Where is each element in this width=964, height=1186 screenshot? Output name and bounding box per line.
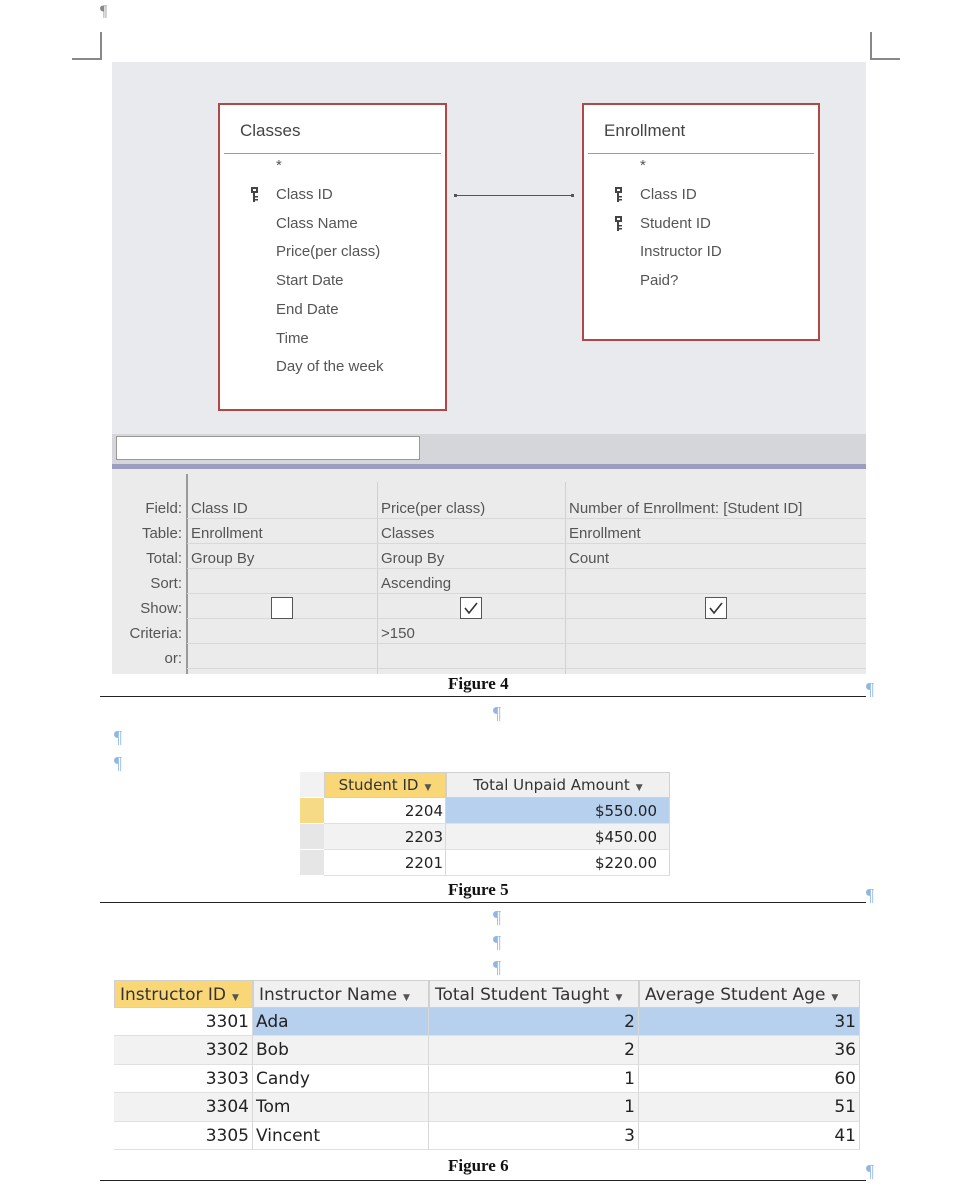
pilcrow-mark: ¶	[866, 679, 875, 699]
instructor-datasheet	[114, 980, 860, 1152]
grid-row-line	[187, 668, 866, 669]
unpaid-amount-datasheet	[300, 772, 672, 878]
dropdown-arrow-icon[interactable]: ▼	[635, 783, 643, 793]
grid-cell-criteria[interactable]: >150	[381, 625, 415, 642]
datasheet-cell[interactable]: 3304	[114, 1093, 253, 1121]
pilcrow-mark: ¶	[866, 885, 875, 905]
column-header-label: Average Student Age	[645, 985, 826, 1005]
grid-cell-field[interactable]: Price(per class)	[381, 500, 486, 517]
figure-4-caption: Figure 4	[448, 674, 509, 693]
grid-row-label: Show:	[140, 600, 182, 617]
grid-row-line	[187, 543, 866, 544]
dropdown-arrow-icon[interactable]: ▼	[231, 993, 239, 1003]
datasheet-cell[interactable]: 3	[429, 1122, 639, 1150]
grid-row-label: Field:	[145, 500, 182, 517]
datasheet-cell[interactable]: 60	[639, 1065, 860, 1093]
pilcrow-mark: ¶	[114, 727, 123, 747]
select-all-corner[interactable]	[300, 772, 324, 798]
column-header[interactable]	[114, 980, 253, 1008]
checkmark-icon	[461, 598, 481, 618]
pilcrow-mark: ¶	[493, 703, 502, 723]
figure-5-caption: Figure 5	[448, 880, 509, 899]
datasheet-cell[interactable]: Ada	[253, 1008, 429, 1036]
grid-column-divider	[377, 482, 378, 674]
table-field[interactable]: Student ID	[640, 214, 711, 232]
table-field[interactable]: Price(per class)	[276, 243, 381, 261]
datasheet-cell[interactable]: Vincent	[253, 1122, 429, 1150]
grid-row-label: Total:	[146, 550, 182, 567]
datasheet-cell[interactable]: 1	[429, 1065, 639, 1093]
grid-cell-table[interactable]: Enrollment	[191, 525, 263, 542]
datasheet-cell[interactable]: $550.00	[446, 798, 670, 824]
pilcrow-mark: ¶	[114, 753, 123, 773]
show-checkbox[interactable]	[705, 597, 727, 619]
primary-key-icon	[250, 187, 260, 203]
grid-column-divider	[565, 482, 566, 674]
datasheet-cell[interactable]: 41	[639, 1122, 860, 1150]
table-title-rule	[588, 153, 814, 154]
column-header-label: Instructor Name	[259, 985, 398, 1005]
query-design-grid	[112, 470, 866, 674]
page-corner-mark-left	[72, 32, 102, 60]
row-selector[interactable]	[300, 824, 324, 850]
datasheet-cell[interactable]: 3305	[114, 1122, 253, 1150]
caption-rule	[100, 902, 866, 903]
table-field[interactable]: Class ID	[276, 186, 333, 203]
column-header[interactable]	[253, 980, 429, 1008]
grid-cell-total[interactable]: Count	[569, 550, 610, 567]
table-field[interactable]: Class ID	[640, 186, 697, 203]
pilcrow-mark: ¶	[866, 1161, 875, 1181]
pilcrow-mark: ¶	[493, 932, 502, 952]
split-input-box	[116, 436, 420, 460]
datasheet-cell[interactable]: $450.00	[446, 824, 670, 850]
grid-cell-sort[interactable]: Ascending	[381, 575, 452, 592]
primary-key-icon	[614, 216, 624, 232]
column-header[interactable]	[324, 772, 446, 798]
column-header-label: Total Student Taught	[435, 985, 610, 1005]
grid-cell-field[interactable]: Class ID	[191, 500, 248, 517]
grid-row-label: or:	[164, 650, 182, 667]
datasheet-cell[interactable]: 2204	[324, 798, 446, 824]
pilcrow-mark: ¶	[493, 957, 502, 977]
primary-key-icon	[614, 187, 624, 203]
query-design-view	[112, 62, 866, 674]
grid-row-line	[187, 518, 866, 519]
dropdown-arrow-icon[interactable]: ▼	[424, 783, 432, 793]
table-title: Classes	[240, 121, 301, 140]
datasheet-cell[interactable]: 1	[429, 1093, 639, 1121]
show-checkbox[interactable]	[460, 597, 482, 619]
table-field[interactable]: Class Name	[276, 214, 358, 232]
table-field[interactable]: Paid?	[640, 272, 679, 290]
datasheet-cell[interactable]: Candy	[253, 1065, 429, 1093]
datasheet-cell[interactable]: 2203	[324, 824, 446, 850]
enrollment-table-box[interactable]	[582, 103, 820, 341]
table-field[interactable]: Time	[276, 329, 309, 347]
datasheet-cell[interactable]: $220.00	[446, 850, 670, 876]
figure-6-caption: Figure 6	[448, 1156, 509, 1175]
datasheet-cell[interactable]: 2	[429, 1036, 639, 1064]
dropdown-arrow-icon[interactable]: ▼	[615, 993, 623, 1003]
table-field-all[interactable]: *	[276, 157, 282, 174]
grid-cell-field[interactable]: Number of Enrollment: [Student ID]	[569, 500, 803, 517]
datasheet-cell[interactable]: 2201	[324, 850, 446, 876]
grid-row-label: Criteria:	[129, 625, 182, 642]
pane-divider[interactable]	[112, 464, 866, 469]
pilcrow-mark: ¶	[493, 907, 502, 927]
grid-row-line	[187, 568, 866, 569]
datasheet-cell[interactable]: Bob	[253, 1036, 429, 1064]
datasheet-cell[interactable]: 3302	[114, 1036, 253, 1064]
table-field[interactable]: Day of the week	[276, 358, 384, 376]
table-title: Enrollment	[604, 121, 686, 140]
datasheet-cell[interactable]: 2	[429, 1008, 639, 1036]
datasheet-cell[interactable]: 3301	[114, 1008, 253, 1036]
grid-cell-total[interactable]: Group By	[381, 550, 445, 567]
column-header[interactable]	[639, 980, 860, 1008]
datasheet-cell[interactable]: 31	[639, 1008, 860, 1036]
pilcrow-mark: ¶	[100, 3, 108, 20]
datasheet-cell[interactable]: 3303	[114, 1065, 253, 1093]
table-field[interactable]: Instructor ID	[640, 243, 722, 261]
table-title-rule	[224, 153, 441, 154]
caption-rule	[100, 696, 866, 697]
grid-row-label: Sort:	[150, 575, 182, 592]
classes-table-box[interactable]	[218, 103, 447, 411]
grid-selector-border	[186, 474, 188, 674]
table-field[interactable]: Start Date	[276, 272, 344, 290]
row-selector[interactable]	[300, 850, 324, 876]
row-selector[interactable]	[300, 798, 324, 824]
checkmark-icon	[706, 598, 726, 618]
dropdown-arrow-icon[interactable]: ▼	[403, 993, 410, 1003]
column-header[interactable]	[429, 980, 639, 1008]
caption-rule	[100, 1180, 866, 1181]
dropdown-arrow-icon[interactable]: ▼	[831, 993, 839, 1003]
column-header-label: Total Unpaid Amount	[473, 776, 630, 794]
grid-cell-total[interactable]: Group By	[191, 550, 255, 567]
grid-row-line	[187, 643, 866, 644]
relationship-join-line[interactable]	[454, 195, 574, 196]
table-field-all[interactable]: *	[640, 157, 646, 174]
grid-row-label: Table:	[141, 525, 182, 542]
column-header-label: Instructor ID	[120, 985, 226, 1005]
show-checkbox[interactable]	[271, 597, 293, 619]
datasheet-cell[interactable]: 36	[639, 1036, 860, 1064]
grid-cell-table[interactable]: Enrollment	[569, 525, 641, 542]
grid-row-line	[187, 593, 866, 594]
page-corner-mark-right	[870, 32, 900, 60]
datasheet-cell[interactable]: Tom	[253, 1093, 429, 1121]
grid-cell-table[interactable]: Classes	[381, 525, 435, 542]
table-field[interactable]: End Date	[276, 300, 339, 318]
datasheet-cell[interactable]: 51	[639, 1093, 860, 1121]
column-header-label: Student ID	[338, 776, 419, 794]
column-header[interactable]	[446, 772, 670, 798]
